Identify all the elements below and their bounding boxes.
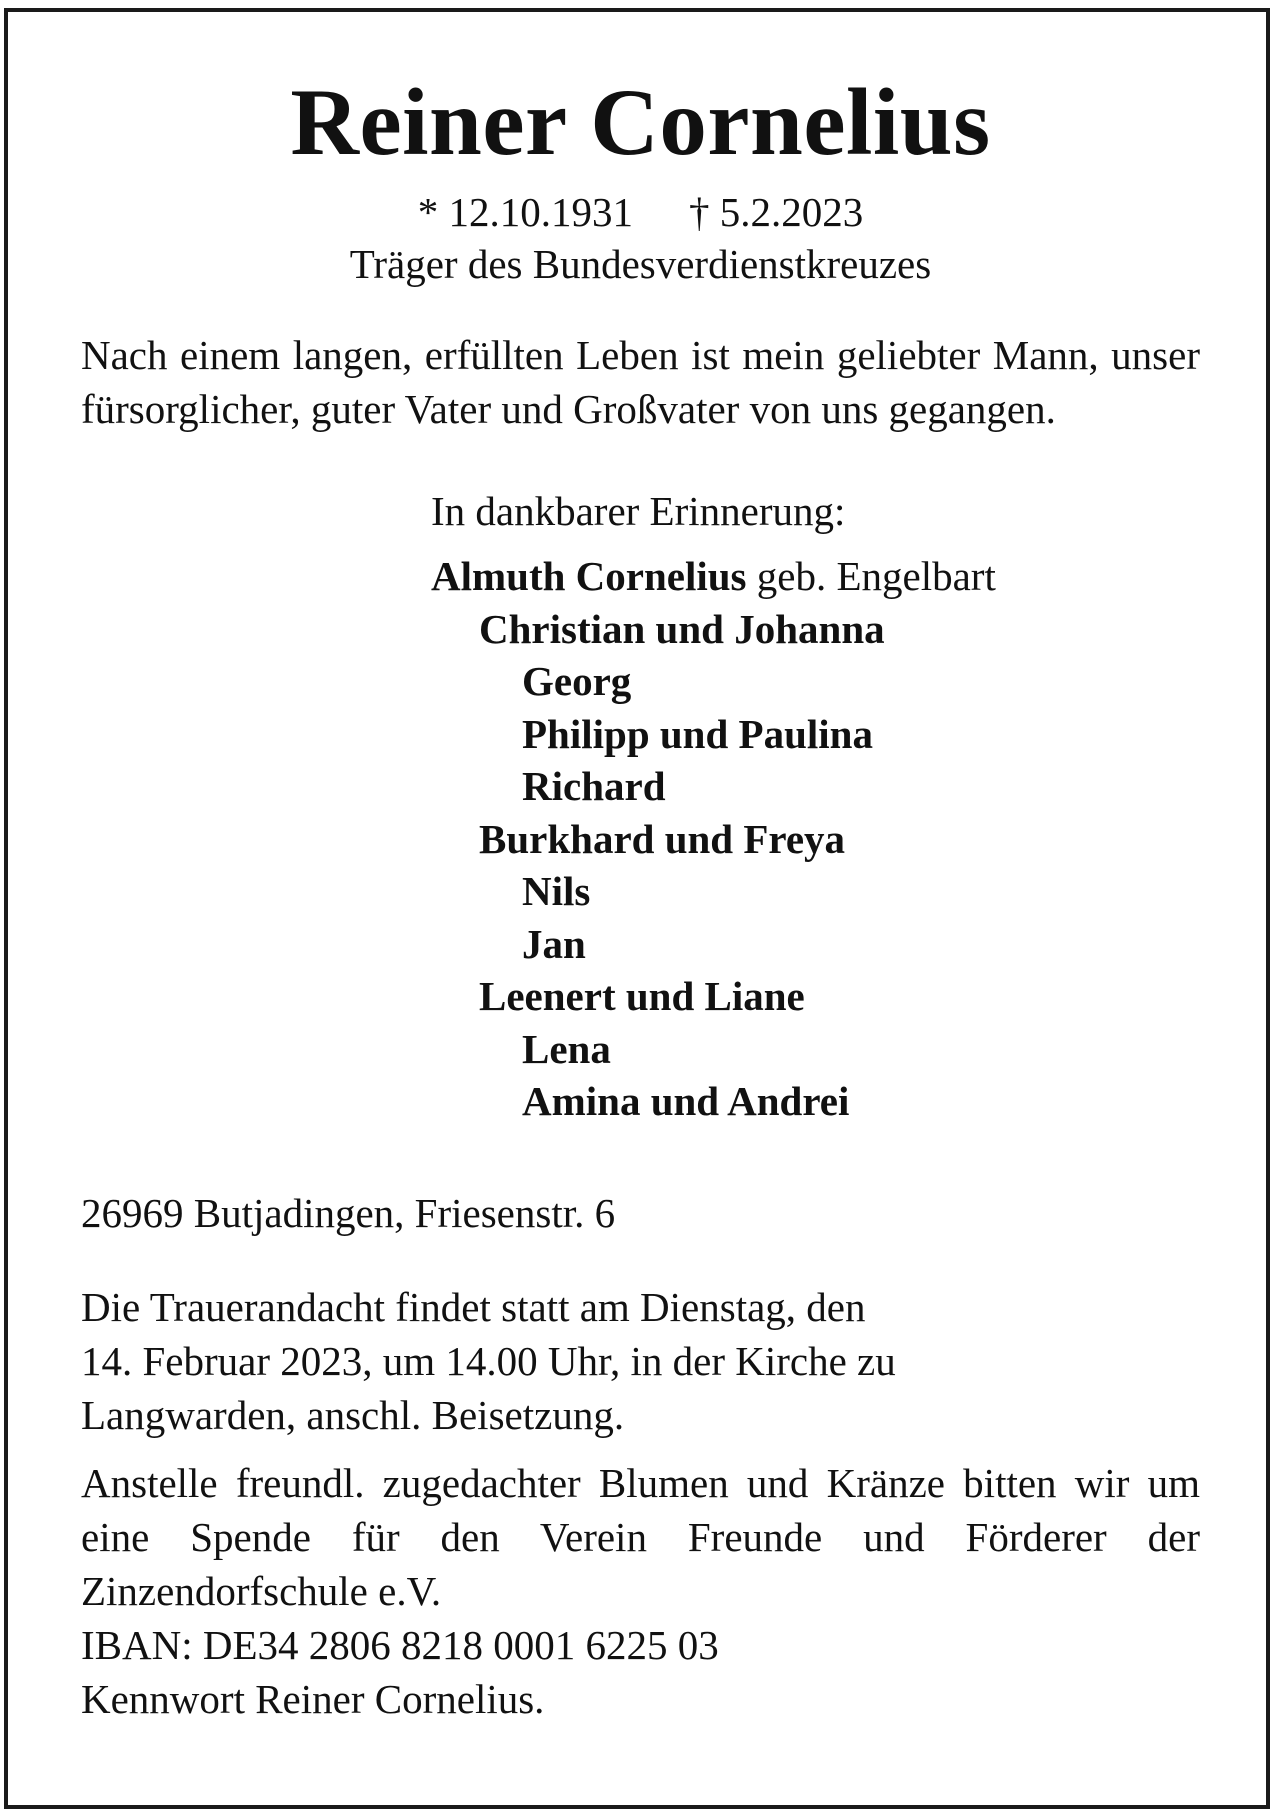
family-member: Georg [522, 658, 632, 704]
family-member: Philipp und Paulina [522, 710, 873, 757]
obituary-notice [81, 68, 1200, 1726]
iban: IBAN: DE34 2806 8218 0001 6225 03 [81, 1621, 719, 1668]
address: 26969 Butjadingen, Friesenstr. 6 [81, 1189, 616, 1236]
family-member: Jan [522, 920, 586, 967]
death-date: † 5.2.2023 [689, 189, 864, 235]
birth-date: * 12.10.1931 [417, 189, 633, 235]
intro-paragraph: Nach einem langen, erfüllten Leben ist mein geliebter Mann, unser fürsorglicher, guter Vater und Großvater von uns gegangen. [81, 332, 1200, 432]
donation-keyword: Kennwort Reiner Cornelius. [81, 1675, 545, 1722]
mourners-heading: In dankbarer Erinnerung: [431, 488, 846, 534]
service-info [81, 1280, 1200, 1442]
mourners-block [431, 484, 1200, 1128]
family-member: Nils [522, 868, 591, 914]
service-line: 14. Februar 2023, um 14.00 Uhr, in der Kirche zu [81, 1337, 896, 1384]
family-member: Lena [522, 1025, 611, 1072]
service-line: Die Trauerandacht findet statt am Dienstag, den [81, 1283, 866, 1330]
spouse-row [431, 550, 1200, 603]
family-member: Burkhard und Freya [479, 815, 846, 862]
spouse-name: Almuth Cornelius [431, 553, 747, 599]
donation-request: Anstelle freundl. zugedachter Blumen und Kränze bitten wir um eine Spende für den Verein Freunde und Förderer der Zinzendorfschule e.V. [81, 1459, 1200, 1614]
family-member: Christian und Johanna [479, 605, 885, 652]
family-member: Leenert und Liane [479, 973, 805, 1019]
deceased-name: Reiner Cornelius [290, 69, 991, 175]
family-member: Amina und Andrei [522, 1078, 850, 1124]
honor-line: Träger des Bundesverdienstkreuzes [349, 241, 932, 287]
service-line: Langwarden, anschl. Beisetzung. [81, 1391, 625, 1438]
spouse-maiden-name: geb. Engelbart [746, 553, 996, 599]
life-dates [81, 186, 1200, 238]
family-member: Richard [522, 763, 666, 809]
